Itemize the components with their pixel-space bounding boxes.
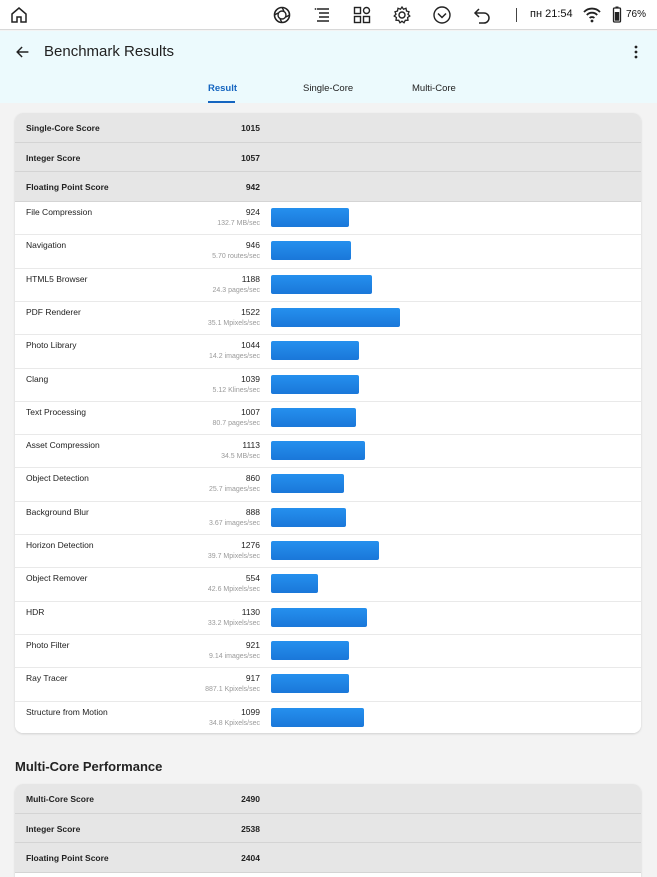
- summary-value: 2538: [241, 823, 260, 834]
- benchmark-bar: [271, 608, 367, 627]
- benchmark-name: HDR: [26, 606, 45, 617]
- tab-single-core[interactable]: Single-Core: [303, 83, 354, 94]
- benchmark-row[interactable]: [15, 568, 641, 601]
- benchmark-name: Object Remover: [26, 573, 88, 584]
- summary-row: [15, 172, 641, 202]
- benchmark-bar: [271, 674, 349, 693]
- benchmark-score: 1099: [241, 706, 260, 717]
- benchmark-bar: [271, 508, 346, 527]
- multi-core-card: [15, 784, 641, 877]
- app-bar: [0, 31, 657, 103]
- benchmark-name: Ray Tracer: [26, 673, 68, 684]
- more-vert-icon[interactable]: [628, 43, 644, 61]
- benchmark-score: 860: [245, 473, 260, 484]
- undo-icon[interactable]: [472, 5, 492, 25]
- benchmark-row[interactable]: [15, 302, 641, 335]
- benchmark-bar-track: [271, 441, 471, 460]
- benchmark-rate: 24.3 pages/sec: [212, 286, 260, 294]
- list-icon[interactable]: [312, 5, 332, 25]
- benchmark-row[interactable]: [15, 468, 641, 501]
- summary-value: 942: [245, 182, 260, 193]
- wifi-icon: [582, 5, 602, 25]
- benchmark-score: 1007: [241, 406, 260, 417]
- benchmark-bar: [271, 474, 344, 493]
- benchmark-bar-track: [271, 375, 471, 394]
- page-title: Benchmark Results: [44, 43, 175, 60]
- summary-row: [15, 143, 641, 173]
- benchmark-rate: 34.8 Kpixels/sec: [209, 719, 260, 727]
- benchmark-row[interactable]: [15, 335, 641, 368]
- benchmark-bar: [271, 408, 356, 427]
- benchmark-score: 1276: [241, 540, 260, 551]
- benchmark-bar-track: [271, 674, 471, 693]
- benchmark-rate: 42.6 Mpixels/sec: [207, 586, 260, 594]
- benchmark-bar-track: [271, 641, 471, 660]
- status-bar: [0, 0, 657, 30]
- benchmark-bar: [271, 241, 351, 260]
- benchmark-row[interactable]: [15, 668, 641, 701]
- summary-row: [15, 814, 641, 844]
- benchmark-bar: [271, 708, 364, 727]
- benchmark-name: PDF Renderer: [26, 306, 81, 317]
- benchmark-bar: [271, 208, 349, 227]
- benchmark-row[interactable]: [15, 635, 641, 668]
- benchmark-rate: 132.7 MB/sec: [217, 220, 260, 228]
- benchmark-name: HTML5 Browser: [26, 273, 88, 284]
- benchmark-bar-track: [271, 308, 471, 327]
- benchmark-score: 921: [245, 639, 260, 650]
- settings-gear-icon[interactable]: [392, 5, 412, 25]
- benchmark-rate: 34.5 MB/sec: [221, 453, 260, 461]
- benchmark-bar-track: [271, 474, 471, 493]
- chevron-down-circle-icon[interactable]: [432, 5, 452, 25]
- benchmark-bar: [271, 574, 318, 593]
- benchmark-name: Text Processing: [26, 406, 86, 417]
- benchmark-name: Background Blur: [26, 506, 89, 517]
- clock: пн 21:54: [530, 8, 573, 20]
- summary-label: Integer Score: [26, 823, 81, 834]
- benchmark-bar: [271, 341, 359, 360]
- summary-row: [15, 784, 641, 814]
- benchmark-bar: [271, 541, 379, 560]
- benchmark-row[interactable]: [15, 602, 641, 635]
- battery-icon: [610, 5, 624, 25]
- benchmark-score: 1188: [241, 273, 260, 284]
- summary-value: 2490: [241, 794, 260, 804]
- benchmark-bar-track: [271, 341, 471, 360]
- battery-level: 76%: [626, 9, 647, 20]
- benchmark-bar-track: [271, 208, 471, 227]
- benchmark-row[interactable]: [15, 535, 641, 568]
- benchmark-bar-track: [271, 408, 471, 427]
- benchmark-score: 924: [245, 207, 260, 218]
- benchmark-bar-track: [271, 508, 471, 527]
- benchmark-row[interactable]: [15, 435, 641, 468]
- active-tab-indicator: [208, 101, 235, 103]
- benchmark-row[interactable]: [15, 502, 641, 535]
- benchmark-name: Photo Filter: [26, 639, 70, 650]
- benchmark-bar-track: [271, 541, 471, 560]
- benchmark-bar-track: [271, 574, 471, 593]
- benchmark-score: 946: [245, 240, 260, 251]
- summary-row: [15, 113, 641, 143]
- benchmark-rate: 14.2 images/sec: [209, 353, 260, 361]
- benchmark-bar-track: [271, 275, 471, 294]
- benchmark-score: 1522: [241, 306, 260, 317]
- benchmark-score: 1130: [241, 606, 260, 617]
- benchmark-row[interactable]: [15, 369, 641, 402]
- benchmark-name: Photo Library: [26, 340, 77, 351]
- summary-label: Floating Point Score: [26, 853, 109, 864]
- summary-value: 2404: [241, 853, 260, 864]
- benchmark-bar-track: [271, 708, 471, 727]
- benchmark-bar-track: [271, 241, 471, 260]
- tab-result[interactable]: Result: [208, 83, 238, 94]
- back-arrow-icon[interactable]: [12, 41, 34, 63]
- benchmark-rate: 33.2 Mpixels/sec: [207, 619, 260, 627]
- benchmark-name: Horizon Detection: [26, 540, 94, 551]
- benchmark-score: 917: [245, 673, 260, 684]
- single-core-card: [15, 113, 641, 733]
- benchmark-score: 1039: [241, 373, 260, 384]
- benchmark-bar: [271, 375, 359, 394]
- benchmark-name: Structure from Motion: [26, 706, 108, 717]
- summary-row: [15, 843, 641, 873]
- benchmark-name: Asset Compression: [26, 440, 100, 451]
- benchmark-row[interactable]: [15, 269, 641, 302]
- benchmark-rate: 3.67 images/sec: [209, 519, 260, 527]
- benchmark-bar: [271, 641, 349, 660]
- benchmark-rate: 887.1 Kpixels/sec: [205, 686, 260, 694]
- aperture-icon[interactable]: [272, 5, 292, 25]
- benchmark-rate: 35.1 Mpixels/sec: [207, 319, 260, 327]
- benchmark-rate: 9.14 images/sec: [209, 652, 260, 660]
- summary-label: Floating Point Score: [26, 182, 109, 193]
- benchmark-name: Clang: [26, 373, 49, 384]
- benchmark-rate: 5.70 routes/sec: [212, 253, 260, 261]
- benchmark-row[interactable]: [15, 702, 641, 733]
- benchmark-rate: 25.7 images/sec: [209, 486, 260, 494]
- multi-core-section-title: Multi-Core Performance: [15, 759, 163, 774]
- apps-grid-icon[interactable]: [352, 5, 372, 25]
- benchmark-bar: [271, 441, 365, 460]
- benchmark-bar-track: [271, 608, 471, 627]
- benchmark-rate: 5.12 Klines/sec: [212, 386, 260, 394]
- benchmark-row[interactable]: [15, 235, 641, 268]
- benchmark-score: 554: [245, 573, 260, 584]
- status-divider: [516, 8, 517, 22]
- benchmark-score: 1044: [241, 340, 260, 351]
- summary-label: Single-Core Score: [26, 123, 100, 133]
- summary-label: Multi-Core Score: [26, 794, 95, 804]
- home-icon[interactable]: [9, 5, 29, 25]
- benchmark-rate: 39.7 Mpixels/sec: [207, 553, 260, 561]
- benchmark-bar: [271, 308, 400, 327]
- benchmark-bar: [271, 275, 372, 294]
- summary-label: Integer Score: [26, 152, 81, 163]
- benchmark-score: 888: [245, 506, 260, 517]
- benchmark-name: File Compression: [26, 207, 93, 218]
- benchmark-rate: 80.7 pages/sec: [212, 419, 260, 427]
- tab-multi-core[interactable]: Multi-Core: [412, 83, 456, 94]
- benchmark-name: Object Detection: [26, 473, 89, 484]
- benchmark-row[interactable]: [15, 402, 641, 435]
- summary-value: 1015: [241, 123, 260, 133]
- benchmark-name: Navigation: [26, 240, 67, 251]
- summary-value: 1057: [241, 152, 260, 163]
- benchmark-score: 1113: [242, 440, 260, 451]
- benchmark-row[interactable]: [15, 202, 641, 235]
